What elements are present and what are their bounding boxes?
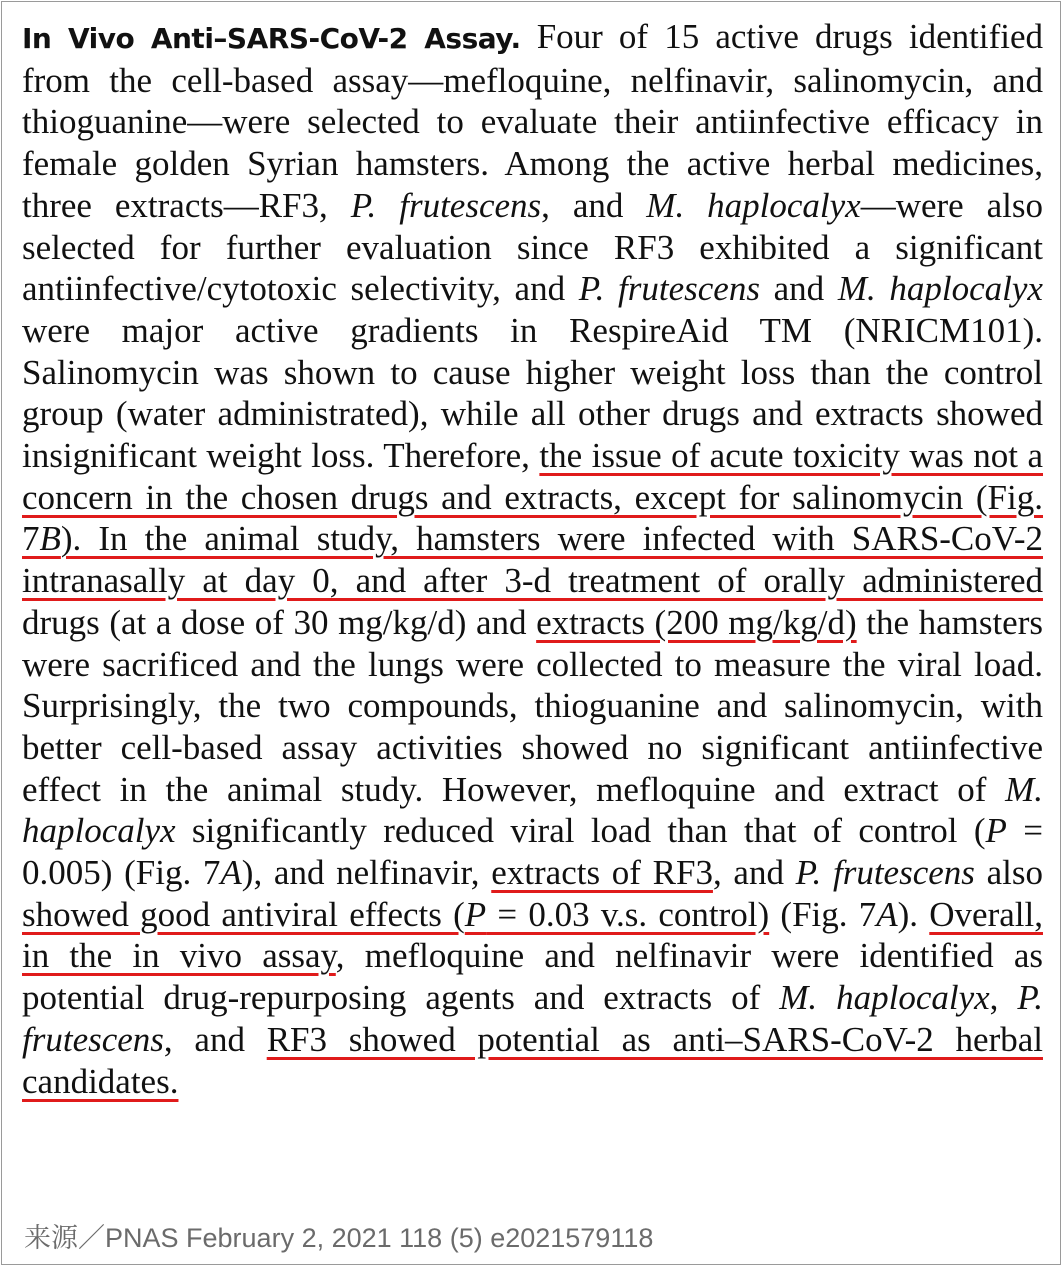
body-text: , mefloquine and nelfinavir were identified as potential drug-repurposing agents and extracts of <box>22 936 1044 1018</box>
highlight-herbal-candidates: RF3 showed potential as anti–SARS-CoV-2 herbal candidates. <box>22 1019 1043 1101</box>
species-name: P. frutescens <box>22 978 1043 1059</box>
body-text: also <box>974 853 1043 893</box>
species-name: M. haplocalyx <box>22 769 1043 851</box>
body-text: ), and nelfinavir, <box>241 853 492 893</box>
species-name: M. haplocalyx <box>837 269 1043 309</box>
species-name: P. frutescens <box>578 269 760 309</box>
document-frame <box>1 1 1061 1265</box>
body-text: —were also selected for further evaluation since RF3 exhibited a significant antiinfective/cytotoxic selectivity, and <box>22 185 1043 309</box>
body-text: , and <box>712 853 796 893</box>
highlight-text: ). In the animal study, hamsters were infected with SARS-CoV-2 intranasally at day 0, and after 3-d treatment of orally administered <box>22 519 1043 601</box>
figure-panel-label: A <box>220 853 242 893</box>
body-text: ). <box>897 894 930 934</box>
body-text: and <box>759 269 838 309</box>
body-text: (Fig. 7 <box>769 894 877 934</box>
source-citation: 来源／PNAS February 2, 2021 118 (5) e2021579118 <box>24 1223 654 1253</box>
body-text: , <box>989 978 1018 1018</box>
body-text: the hamsters were sacrificed and the lungs were collected to measure the viral load. Surprisingly, the two compounds, thioguanine and salinomycin, with better cell-based assay activities showed no significant antiinfective effect in the animal study. However, mefloquine and extract of <box>22 602 1043 809</box>
p-value-symbol: P <box>985 811 1007 851</box>
species-name: P. frutescens <box>350 185 542 225</box>
highlight-antiviral-effects <box>22 895 769 934</box>
body-text: significantly reduced viral load than that of control ( <box>175 811 986 851</box>
body-text: were major active gradients in RespireAid TM (NRICM101). Salinomycin was shown to cause higher weight loss than the control group (water administrated), while all other drugs and extracts showed insignificant weight loss. Therefore, <box>22 310 1043 476</box>
body-text: , and <box>541 185 647 225</box>
highlight-rf3-extracts: extracts of RF3 <box>491 853 713 893</box>
body-text: , and <box>163 1019 267 1059</box>
figure-panel-label: B <box>39 519 61 559</box>
body-text: Four of 15 active drugs identified from the cell-based assay—mefloquine, nelfinavir, salinomycin, and thioguanine—were selected to evaluate their antiinfective efficacy in female golden Syrian hamsters. Among the active herbal medicines, three extracts—RF3, <box>22 17 1043 225</box>
species-name: M. haplocalyx <box>779 978 990 1018</box>
highlight-text: = 0.03 v.s. control) <box>486 894 770 934</box>
highlight-text: showed good antiviral effects ( <box>22 894 465 934</box>
article-paragraph <box>22 16 1043 1102</box>
body-text: drugs (at a dose of 30 mg/kg/d) and <box>22 602 537 642</box>
p-value-symbol: P <box>464 894 487 934</box>
highlight-overall: Overall, in the in vivo assay <box>22 894 1043 976</box>
highlight-extract-dose: extracts (200 mg/kg/d) <box>536 602 857 642</box>
species-name: M. haplocalyx <box>646 185 861 225</box>
species-name: P. frutescens <box>795 853 975 893</box>
section-heading: In Vivo Anti–SARS-CoV-2 Assay. <box>22 22 521 55</box>
body-text: = 0.005) (Fig. 7 <box>22 811 1043 893</box>
highlight-text: the issue of acute toxicity was not a concern in the chosen drugs and extracts, except for salinomycin (Fig. 7 <box>22 436 1043 559</box>
figure-panel-label: A <box>876 894 898 934</box>
